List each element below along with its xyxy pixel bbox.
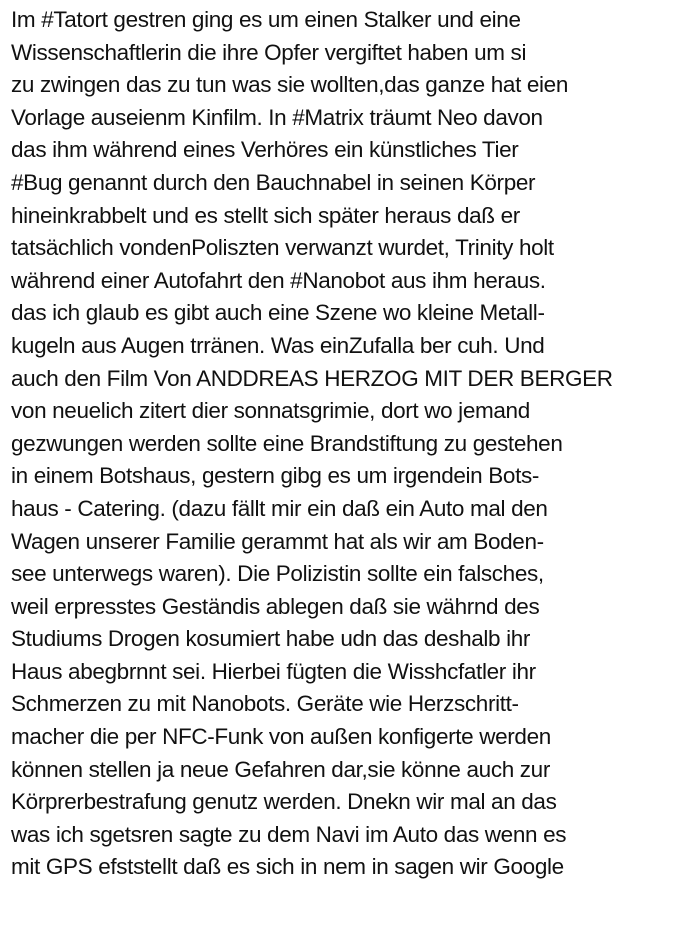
text-line: können stellen ja neue Gefahren dar,sie könne auch zur: [11, 756, 550, 782]
text-line: macher die per NFC-Funk von außen konfigerte werden: [11, 724, 551, 750]
text-line: kugeln aus Augen trränen. Was einZufalla ber cuh. Und: [11, 332, 545, 358]
text-line: Wissenschaftlerin die ihre Opfer vergiftet haben um si: [11, 39, 527, 65]
document-text: [11, 4, 683, 884]
text-line: zu zwingen das zu tun was sie wollten,das ganze hat eien: [11, 72, 569, 98]
text-line: Körprerbestrafung genutz werden. Dnekn wir mal an das: [11, 789, 557, 815]
text-line: haus - Catering. (dazu fällt mir ein daß ein Auto mal den: [11, 495, 548, 521]
text-line: Im #Tatort gestren ging es um einen Stalker und eine: [11, 7, 521, 32]
text-line: das ich glaub es gibt auch eine Szene wo kleine Metall-: [11, 300, 545, 326]
text-line: was ich sgetsren sagte zu dem Navi im Auto das wenn es: [11, 821, 567, 847]
text-line: mit GPS efststellt daß es sich in nem in sagen wir Google: [11, 854, 564, 880]
text-line: gezwungen werden sollte eine Brandstiftung zu gestehen: [11, 430, 563, 456]
text-line: hineinkrabbelt und es stellt sich später heraus daß er: [11, 202, 520, 228]
text-line: tatsächlich vondenPoliszten verwanzt wurdet, Trinity holt: [11, 235, 554, 261]
text-line: von neuelich zitert dier sonnatsgrimie, dort wo jemand: [11, 398, 530, 424]
text-line: das ihm während eines Verhöres ein künstliches Tier: [11, 137, 519, 163]
text-line: Vorlage auseienm Kinfilm. In #Matrix träumt Neo davon: [11, 104, 543, 130]
text-line: in einem Botshaus, gestern gibg es um irgendein Bots-: [11, 463, 540, 489]
text-line: während einer Autofahrt den #Nanobot aus ihm heraus.: [11, 267, 546, 293]
text-line: Wagen unserer Familie gerammt hat als wir am Boden-: [11, 528, 544, 554]
text-line: Haus abegbrnnt sei. Hierbei fügten die Wisshcfatler ihr: [11, 658, 536, 684]
text-line: auch den Film Von ANDDREAS HERZOG MIT DER BERGER: [11, 365, 613, 391]
text-line: Studiums Drogen kosumiert habe udn das deshalb ihr: [11, 626, 531, 652]
text-line: #Bug genannt durch den Bauchnabel in seinen Körper: [11, 169, 536, 195]
text-line: Schmerzen zu mit Nanobots. Geräte wie Herzschritt-: [11, 691, 519, 717]
text-line: see unterwegs waren). Die Polizistin sollte ein falsches,: [11, 561, 544, 587]
text-line: weil erpresstes Geständis ablegen daß sie währnd des: [11, 593, 540, 619]
